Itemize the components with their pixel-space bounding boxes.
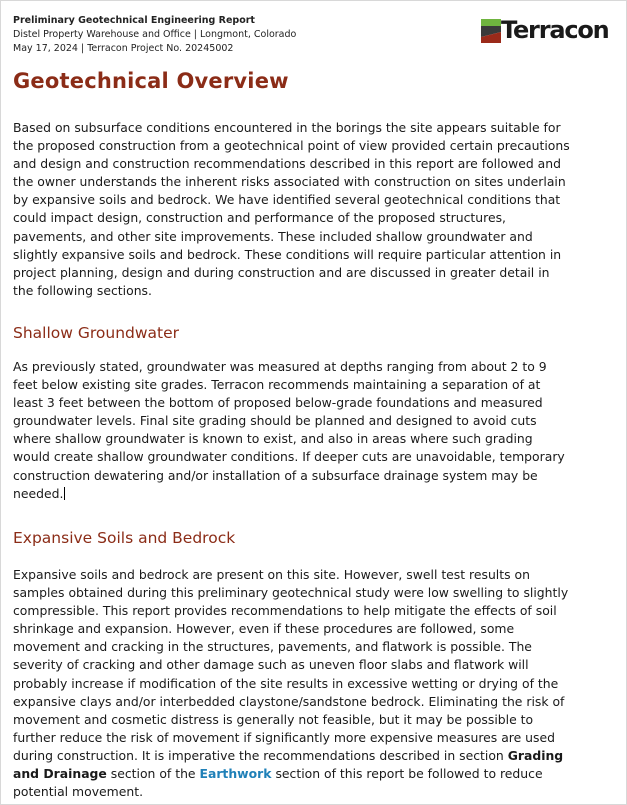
- text-line: could impact design, construction and performance of the proposed structures,: [13, 210, 506, 226]
- text-cursor: [64, 487, 65, 500]
- drainage-bold-text: and Drainage: [13, 766, 107, 782]
- text-line: further reduce the risk of movement if significantly more expensive measures are used: [13, 729, 555, 745]
- text-line: the proposed construction from a geotechnical point of view provided certain precautions: [13, 138, 570, 154]
- text-line: compressible. This report provides recommendations to help mitigate the effects of soil: [13, 603, 557, 619]
- logo-wordmark: Terracon: [501, 16, 609, 44]
- text-line: needed.: [13, 485, 64, 501]
- text-line: the following sections.: [13, 282, 152, 298]
- text-line: by expansive soils and bedrock. We have identified several geotechnical conditions that: [13, 192, 561, 208]
- text-line: would create shallow groundwater conditions. If deeper cuts are unavoidable, temporary: [13, 449, 565, 465]
- report-title: Preliminary Geotechnical Engineering Report: [13, 15, 255, 26]
- text-line: feet below existing site grades. Terracon recommends maintaining a separation of at: [13, 377, 541, 393]
- earthwork-link[interactable]: Earthwork: [199, 766, 272, 782]
- text-line: As previously stated, groundwater was measured at depths ranging from about 2 to 9: [13, 359, 547, 374]
- text-line: potential movement.: [13, 784, 144, 800]
- section-heading-expansive: Expansive Soils and Bedrock: [13, 529, 236, 547]
- text-line: Expansive soils and bedrock are present on this site. However, swell test results on: [13, 567, 530, 582]
- text-line: [13, 747, 611, 765]
- text-segment: section of the: [106, 766, 200, 782]
- text-line: expansive clays and/or interbedded claystone/sandstone bedrock. Eliminating the risk of: [13, 693, 565, 709]
- groundwater-paragraph: [13, 358, 611, 503]
- overview-paragraph: [13, 119, 611, 300]
- text-segment: during construction. It is imperative the recommendations described in section: [13, 747, 508, 763]
- text-line: severity of cracking and other damage such as uneven floor slabs and flatwork will: [13, 657, 529, 673]
- text-line: pavements, and other site improvements. These included shallow groundwater and: [13, 228, 533, 244]
- grading-bold-text: Grading: [507, 747, 564, 763]
- report-header: [13, 14, 296, 56]
- terracon-logo: [479, 14, 611, 46]
- project-name: Distel Property Warehouse and Office | Longmont, Colorado: [13, 29, 297, 40]
- date-project-number: May 17, 2024 | Terracon Project No. 20245002: [13, 43, 234, 54]
- text-line: probably increase if modification of the site results in excessive wetting or drying of the: [13, 675, 559, 691]
- text-line: construction dewatering and/or installation of a subsurface drainage system may be: [13, 467, 538, 483]
- text-line: samples obtained during this preliminary geotechnical study were low swelling to slightly: [13, 585, 569, 601]
- text-line: movement and cosmetic distress is generally not feasible, but it may be possible to: [13, 711, 534, 727]
- text-line: project planning, design and during construction and are discussed in greater detail in: [13, 264, 550, 280]
- text-line: movement and cracking in the structures, pavements, and flatwork is possible. The: [13, 639, 532, 655]
- text-line: [13, 765, 611, 783]
- text-line: groundwater levels. Final site grading should be planned and designed to avoid cuts: [13, 413, 537, 429]
- text-segment: section of this report be followed to reduce: [271, 766, 543, 782]
- page-title: Geotechnical Overview: [13, 69, 289, 93]
- text-line: and design and construction recommendations described in this report are followed and: [13, 156, 561, 172]
- text-line: least 3 feet between the bottom of proposed below-grade foundations and measured: [13, 395, 543, 411]
- expansive-paragraph: [13, 566, 611, 801]
- text-line: the owner understands the inherent risks associated with construction on sites underlain: [13, 174, 566, 190]
- text-line: slightly expansive soils and bedrock. These conditions will require particular attention in: [13, 246, 562, 262]
- section-heading-groundwater: Shallow Groundwater: [13, 324, 180, 342]
- text-line: shrinkage and expansion. However, even if these procedures are followed, some: [13, 621, 515, 637]
- text-line: where shallow groundwater is known to exist, and also in areas where such grading: [13, 431, 533, 447]
- text-line: Based on subsurface conditions encountered in the borings the site appears suitable for: [13, 120, 561, 135]
